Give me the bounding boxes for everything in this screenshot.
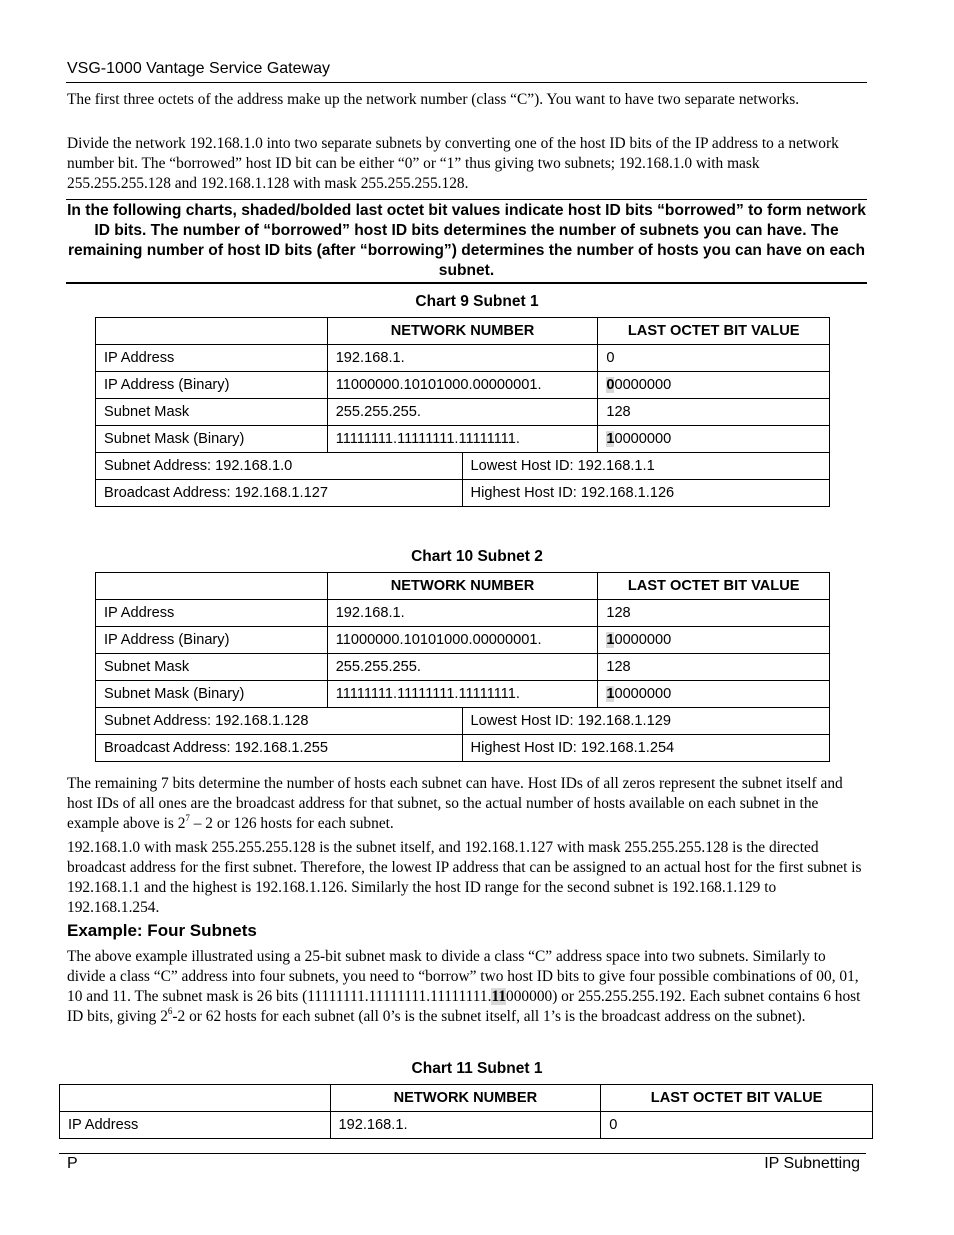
col-header-network: NETWORK NUMBER [330, 1085, 601, 1112]
borrowed-bits: 11 [491, 988, 507, 1005]
borrowed-bit: 1 [606, 431, 615, 447]
chart9-caption: Chart 9 Subnet 1 [415, 293, 539, 310]
table-row [96, 399, 830, 426]
subnet-range-paragraph: 192.168.1.0 with mask 255.255.255.128 is the subnet itself, and 192.168.1.127 with mask 255.255.255.128 is the directed broadcast address for the first subnet. Therefore, the lowest IP address that can be assigned to an actual host for the first subnet is 192.168.1.1 and the highest is 192.168.1.126. Similarly the host ID range for the second subnet is 192.168.1.129 to 192.168.1.254. [67, 839, 862, 916]
broadcast-address-cell: Broadcast Address: 192.168.1.127 [96, 480, 463, 507]
divide-paragraph: Divide the network 192.168.1.0 into two separate subnets by converting one of the host ID bits of the IP address to a network number bit. The “borrowed” host ID bit can be either “0” or “1” thus giving two subnets; 192.168.1.0 with mask 255.255.255.128 and 192.168.1.128 with mask 255.255.255.128. [67, 135, 839, 192]
corner-cell [96, 318, 328, 345]
paragraph-text: 000000) or 255.255.255.192. Each subnet contains 6 host ID bits, giving 2 [67, 988, 861, 1025]
row-label: IP Address [60, 1112, 331, 1139]
remaining-bits: 0000000 [614, 632, 672, 648]
four-subnets-paragraph [67, 947, 867, 1027]
network-cell: 255.255.255. [327, 654, 598, 681]
table-row [96, 654, 830, 681]
col-header-network: NETWORK NUMBER [327, 318, 598, 345]
remaining-bits: 0000000 [614, 686, 672, 702]
network-cell: 192.168.1. [327, 600, 598, 627]
network-cell: 255.255.255. [327, 399, 598, 426]
last-octet-cell: 0 [601, 1112, 873, 1139]
row-label: IP Address (Binary) [96, 372, 328, 399]
corner-cell [60, 1085, 331, 1112]
last-octet-cell [598, 681, 830, 708]
highest-host-cell: Highest Host ID: 192.168.1.254 [462, 735, 829, 762]
footer-section-title: IP Subnetting [764, 1155, 860, 1172]
row-label: Subnet Mask (Binary) [96, 681, 328, 708]
corner-cell [96, 573, 328, 600]
table-row [96, 318, 830, 345]
subnet-address-cell: Subnet Address: 192.168.1.0 [96, 453, 463, 480]
highest-host-cell: Highest Host ID: 192.168.1.126 [462, 480, 829, 507]
table-row [96, 453, 830, 480]
chart9-table [95, 317, 830, 507]
table-row [96, 480, 830, 507]
table-row [96, 345, 830, 372]
borrowed-bit: 1 [606, 686, 615, 702]
exponent: 6 [167, 1006, 173, 1016]
remaining-bits-paragraph [67, 774, 867, 834]
table-row [96, 681, 830, 708]
header-rule [66, 82, 867, 83]
borrowed-bit: 0 [606, 377, 615, 393]
table-row [96, 708, 830, 735]
borrowed-bits-note: In the following charts, shaded/bolded last octet bit values indicate host ID bits “borrowed” to form network ID bits. The number of “borrowed” host ID bits determines the number of subnets you can have. The remaining number of host ID bits (after “borrowing”) determines the number of hosts you can have on each subnet. [66, 199, 867, 284]
last-octet-cell [598, 372, 830, 399]
chart10-caption: Chart 10 Subnet 2 [411, 548, 543, 565]
footer-rule [59, 1153, 866, 1154]
network-cell: 11111111.11111111.11111111. [327, 426, 598, 453]
exponent: 7 [185, 813, 190, 823]
table-row [96, 372, 830, 399]
col-header-last-octet: LAST OCTET BIT VALUE [601, 1085, 873, 1112]
borrowed-bit: 1 [606, 632, 615, 648]
lowest-host-cell: Lowest Host ID: 192.168.1.1 [462, 453, 829, 480]
network-cell: 192.168.1. [330, 1112, 601, 1139]
last-octet-cell [598, 426, 830, 453]
table-row [96, 627, 830, 654]
table-row [96, 600, 830, 627]
row-label: Subnet Mask (Binary) [96, 426, 328, 453]
chart10-table [95, 572, 830, 762]
lowest-host-cell: Lowest Host ID: 192.168.1.129 [462, 708, 829, 735]
network-cell: 11000000.10101000.00000001. [327, 372, 598, 399]
table-row [60, 1112, 873, 1139]
row-label: IP Address (Binary) [96, 627, 328, 654]
remaining-bits: 0000000 [614, 431, 672, 447]
chart11-caption: Chart 11 Subnet 1 [411, 1060, 543, 1077]
paragraph-text: – 2 or 126 hosts for each subnet. [189, 815, 394, 832]
col-header-network: NETWORK NUMBER [327, 573, 598, 600]
subnet-address-cell: Subnet Address: 192.168.1.128 [96, 708, 463, 735]
last-octet-cell: 0 [598, 345, 830, 372]
network-cell: 11111111.11111111.11111111. [327, 681, 598, 708]
last-octet-cell: 128 [598, 654, 830, 681]
network-cell: 192.168.1. [327, 345, 598, 372]
paragraph-text: -2 or 62 hosts for each subnet (all 0’s is the subnet itself, all 1’s is the broadcast address on the subnet). [172, 1008, 806, 1025]
paragraph-text: The remaining 7 bits determine the number of hosts each subnet can have. Host IDs of all zeros represent the subnet itself and host IDs of all ones are the broadcast address for that subnet, so the actual number of hosts available on each subnet in the example above is 2 [67, 775, 843, 832]
table-row [96, 573, 830, 600]
col-header-last-octet: LAST OCTET BIT VALUE [598, 573, 830, 600]
row-label: IP Address [96, 345, 328, 372]
last-octet-cell: 128 [598, 399, 830, 426]
last-octet-cell [598, 627, 830, 654]
remaining-bits: 0000000 [614, 377, 672, 393]
table-row [96, 735, 830, 762]
paragraph-text: The above example illustrated using a 25-bit subnet mask to divide a class “C” address space into two subnets. Similarly to divide a class “C” address into four subnets, you need to “borrow” two host ID bits to give four possible combinations of 00, 01, 10 and 11. The subnet mask is 26 bits (11111111.11111111.11111111. [67, 948, 859, 1005]
header-title: VSG-1000 Vantage Service Gateway [67, 60, 330, 77]
intro-paragraph: The first three octets of the address make up the network number (class “C”). You want to have two separate networks. [67, 91, 800, 108]
row-label: Subnet Mask [96, 399, 328, 426]
table-row [60, 1085, 873, 1112]
footer-page: P [67, 1155, 78, 1172]
table-row [96, 426, 830, 453]
row-label: IP Address [96, 600, 328, 627]
row-label: Subnet Mask [96, 654, 328, 681]
chart11-table [59, 1084, 873, 1139]
broadcast-address-cell: Broadcast Address: 192.168.1.255 [96, 735, 463, 762]
network-cell: 11000000.10101000.00000001. [327, 627, 598, 654]
section-heading: Example: Four Subnets [67, 921, 257, 940]
last-octet-cell: 128 [598, 600, 830, 627]
col-header-last-octet: LAST OCTET BIT VALUE [598, 318, 830, 345]
